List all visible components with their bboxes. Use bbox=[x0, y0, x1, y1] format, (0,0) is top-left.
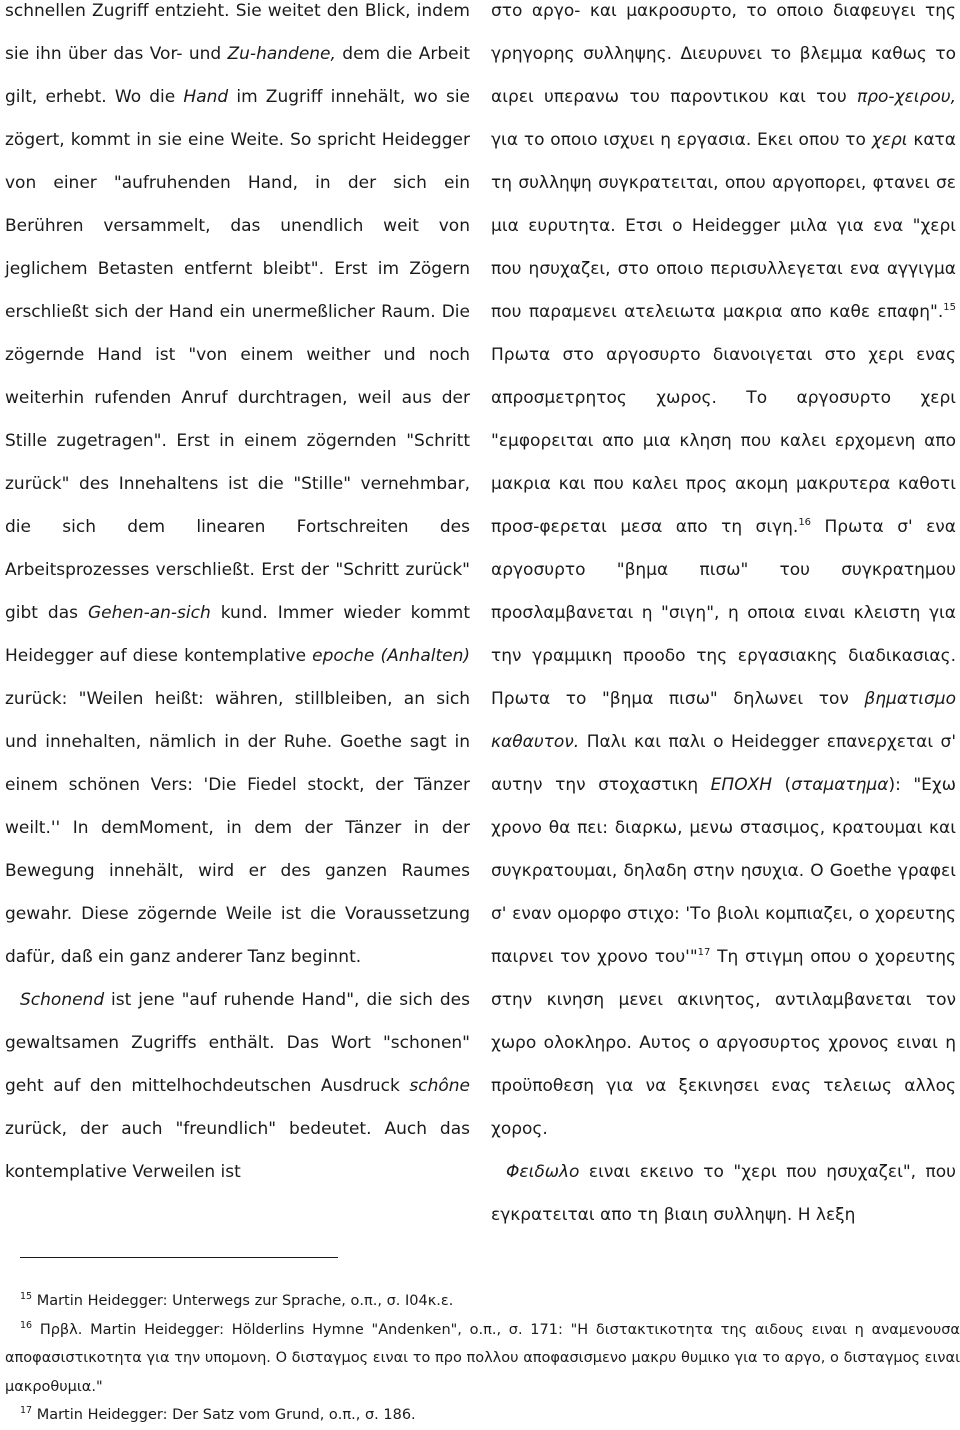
italic-term: Gehen-an-sich bbox=[87, 603, 211, 623]
italic-term: Φειδωλο bbox=[506, 1162, 580, 1182]
german-paragraph-1: schnellen Zugriff entzieht. Sie weitet den Blick, indem sie ihn über das Vor- und Zu-handene, dem die Arbeit gilt, erhebt. Wo die Hand im Zugriff innehält, wo sie zögert, kommt in sie eine Weite. So spricht Heidegger von einer "aufruhenden Hand, in der sich ein Berühren versammelt, das unendlich weit von jeglichem Betasten entfernt bleibt". Erst im Zögern erschließt sich der Hand ein unermeßlicher Raum. Die zögernde Hand ist "von einem weither und noch weiterhin rufenden Anruf durchtragen, weil aus der Stille zugetragen". Erst in einem zögernden "Schritt zurück" des Innehaltens ist die "Stille" vernehmbar, die sich dem linearen Fortschreiten des Arbeitsprozesses verschließt. Erst der "Schritt zurück" gibt das Gehen-an-sich kund. Immer wieder kommt Heidegger auf diese kontemplative epoche (Anhalten) zurück: "Weilen heißt: währen, stillbleiben, an sich und innehalten, nämlich in der Ruhe. Goethe sagt in einem schönen Vers: 'Die Fiedel stockt, der Tänzer weilt.'' In demMoment, in dem der Tänzer in der Bewegung innehält, wird er des ganzen Raumes gewahr. Diese zögernde Weile ist die Voraussetzung dafür, daß ein ganz anderer Tanz beginnt. bbox=[5, 1, 470, 967]
footnote-ref-15[interactable]: 15 bbox=[943, 302, 956, 313]
footnote-15 bbox=[5, 1287, 960, 1316]
italic-term: βηματισμο καθαυτον. bbox=[491, 689, 956, 752]
footnote-text: Martin Heidegger: Der Satz vom Grund, ο.π., σ. 186. bbox=[32, 1407, 416, 1423]
footnote-16 bbox=[5, 1316, 960, 1402]
footnote-number: 15 bbox=[20, 1291, 33, 1302]
italic-term: χερι bbox=[871, 130, 908, 150]
italic-term: Zu-handene, bbox=[227, 44, 336, 64]
italic-term: Hand bbox=[183, 87, 229, 107]
italic-term: epoche (Anhalten) bbox=[312, 646, 470, 666]
italic-term: σταματημα bbox=[791, 775, 889, 795]
german-paragraph-2: Schonend ist jene "auf ruhende Hand", die sich des gewaltsamen Zugriffs enthält. Das Wort "schonen" geht auf den mittelhochdeutschen Ausdruck schône zurück, der auch "freundlich" bedeutet. Auch das kontemplative Verweilen ist bbox=[5, 990, 470, 1182]
italic-term: Schonend bbox=[20, 990, 105, 1010]
italic-term: ΕΠΟΧΗ bbox=[710, 775, 773, 795]
footnote-ref-17[interactable]: 17 bbox=[697, 947, 711, 958]
footnote-separator bbox=[20, 1257, 338, 1258]
footnotes bbox=[5, 1287, 960, 1430]
italic-term: schône bbox=[409, 1076, 470, 1096]
italic-term: προ-χειρου, bbox=[857, 87, 956, 107]
german-text-column bbox=[5, 0, 470, 1194]
greek-paragraph-2: Φειδωλο ειναι εκεινο το "χερι που ησυχαζει", που εγκρατειται απο τη βιαιη συλληψη. Η λεξη bbox=[491, 1162, 956, 1225]
footnote-17 bbox=[5, 1401, 960, 1430]
footnote-ref-16[interactable]: 16 bbox=[798, 517, 812, 528]
footnote-text: Martin Heidegger: Unterwegs zur Sprache, ο.π., σ. I04κ.ε. bbox=[32, 1293, 454, 1309]
footnote-text: Πρβλ. Martin Heidegger: Hölderlins Hymne "Andenken", ο.π., σ. 171: "Η διστακτικοτητα της αιδους ειναι η αναμενουσα αποφασιστικοτητα για την υπομονη. Ο δισταγμος ειναι το πρo πολλου αποφασισμενο μακρυ θυμικο για το αργο, ο δισταγμος ειναι μακροθυμια." bbox=[5, 1321, 960, 1395]
footnote-number: 16 bbox=[20, 1319, 33, 1331]
footnote-number: 17 bbox=[20, 1405, 33, 1416]
greek-paragraph-1: στο αργο- και μακροσυρτο, το οποιο διαφευγει της γρηγορης συλληψης. Διευρυνει το βλεμμα καθως το αιρει υπερανω του παροντικου και του προ-χειρου, για το οποιο ισχυει η εργασια. Εκει οπου το χερι κατα τη συλληψη συγκρατειται, οπου αργοπορει, φτανει σε μια ευρυτητα. Ετσι ο Heidegger μιλα για ενα "χερι που ησυχαζει, στο οποιο περισυλλεγεται ενα αγγιγμα που παραμενει ατελειωτα μακρια απο καθε επαφη".$^{15}$ Πρωτα στο αργοσυρτο διανοιγεται στο χερι ενας απροσμετρητος χωρος. Το αργοσυρτο χερι "εμφορειται απο μια κληση που καλει ερχομενη απο μακρια και που καλει προς ακομη μακρυτερα καθοτι προσ-φερεται μεσα απο τη σιγη.$^{16}$ Πρωτα σ' ενα αργοσυρτο "βημα πισω" του συγκρατημου προσλαμβανεται η "σιγη", η οποια ειναι κλειστη για την γραμμικη προοδο της εργασιακης διαδικασιας. Πρωτα το "βημα πισω" δηλωνει τον βηματισμο καθαυτον. Παλι και παλι ο Heidegger επανερχεται σ' αυτην την στοχαστικη ΕΠΟΧΗ (σταματημα): "Εχω χρονο θα πει: διαρκω, μενω στασιμος, κρατουμαι και συγκρατουμαι, δηλαδη στην ησυχια. Ο Goethe γραφει σ' εναν ομορφο στιχο: 'Το βιολι κομπιαζει, ο χορευτης παιρνει τον χρονο του'"$^{17}$ Τη στιγμη οπου ο χορευτης στην κινηση μενει ακινητος, αντιλαμβανεται τον χωρο ολοκληρο. Αυτος ο αργοσυρτος χρονος ειναι η προϋποθεση για να ξεκινησει ενας τελειως αλλος χορος. bbox=[491, 1, 957, 1139]
greek-text-column bbox=[491, 0, 956, 1237]
